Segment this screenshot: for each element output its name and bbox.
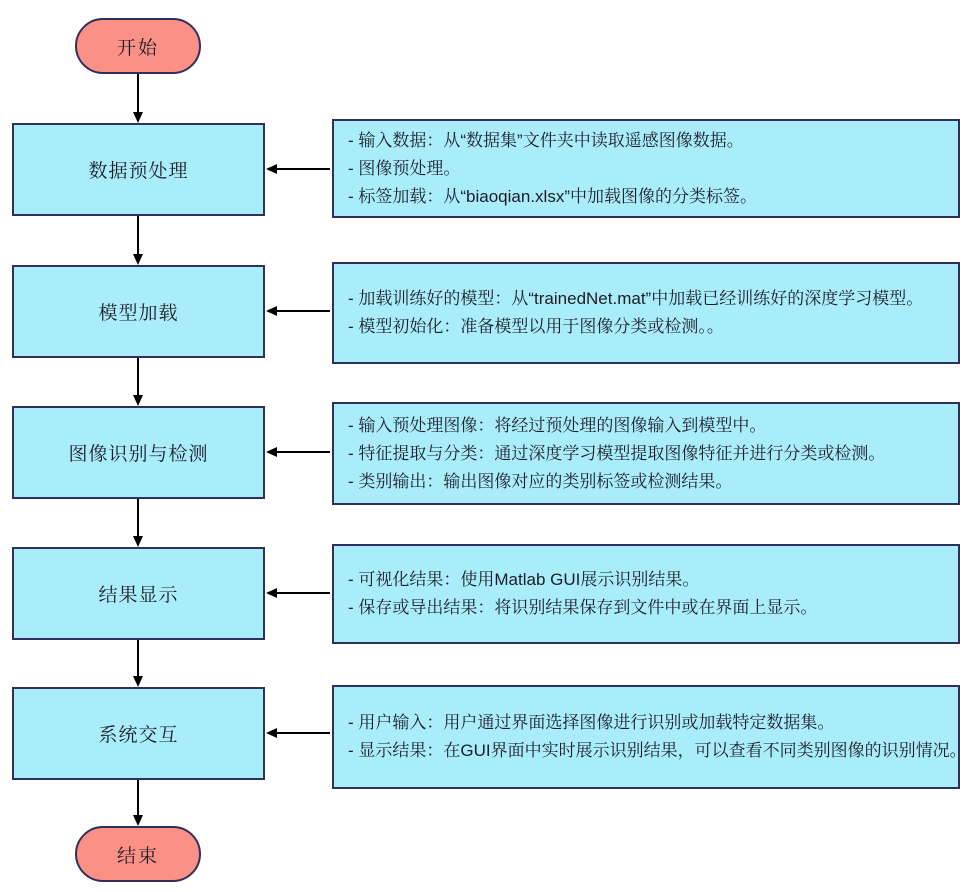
note-line: - 图像预处理。 <box>348 158 461 178</box>
note-line: - 可视化结果：使用Matlab GUI展示识别结果。 <box>348 570 700 589</box>
arrow-step3-to-step4 <box>133 499 143 547</box>
note-line: - 输入数据：从“数据集”文件夹中读取遥感图像数据。 <box>348 130 744 150</box>
note-line: - 显示结果：在GUI界面中实时展示识别结果，可以查看不同类别图像的识别情况。 <box>348 741 967 760</box>
arrow-step1-to-step2 <box>133 216 143 265</box>
process-step1-label: 数据预处理 <box>88 161 189 182</box>
note-line: - 类别输出：输出图像对应的类别标签或检测结果。 <box>348 471 733 491</box>
arrow-note3-to-step3 <box>266 446 330 458</box>
arrow-down-head <box>133 815 143 826</box>
arrow-start-to-step1 <box>133 74 143 123</box>
note-step5 <box>332 685 967 789</box>
note-line: - 输入预处理图像：将经过预处理的图像输入到模型中。 <box>348 415 767 435</box>
arrow-note1-to-step1 <box>266 163 330 175</box>
note-line: - 模型初始化：准备模型以用于图像分类或检测。。 <box>348 317 724 336</box>
process-step1-data-preprocessing <box>12 123 265 216</box>
process-step3-image-recognition <box>12 406 265 499</box>
note-step2 <box>332 262 960 364</box>
arrow-shaft <box>137 358 139 395</box>
arrow-down-head <box>133 536 143 547</box>
arrow-shaft <box>276 732 330 734</box>
arrow-step4-to-step5 <box>133 639 143 687</box>
arrow-down-head <box>133 395 143 406</box>
note-line: - 标签加载：从“biaoqian.xlsx”中加载图像的分类标签。 <box>348 186 757 206</box>
arrow-down-head <box>133 112 143 123</box>
arrow-shaft <box>137 74 139 112</box>
arrow-note2-to-step2 <box>266 305 330 317</box>
arrow-shaft <box>137 780 139 815</box>
arrow-shaft <box>276 310 330 312</box>
note-line: - 用户输入：用户通过界面选择图像进行识别或加载特定数据集。 <box>348 713 835 732</box>
process-step4-result-display <box>12 547 265 640</box>
note-step3 <box>332 402 960 505</box>
note-line: - 特征提取与分类：通过深度学习模型提取图像特征并进行分类或检测。 <box>348 443 886 463</box>
arrow-shaft <box>276 592 330 594</box>
start-node-label: 开始 <box>116 37 159 59</box>
end-node <box>75 826 201 882</box>
note-step1 <box>332 119 960 218</box>
arrow-step2-to-step3 <box>133 358 143 406</box>
process-step2-model-loading <box>12 265 265 358</box>
arrow-note4-to-step4 <box>266 587 330 599</box>
process-step5-system-interaction <box>12 687 265 780</box>
arrow-down-head <box>133 254 143 265</box>
arrow-down-head <box>133 676 143 687</box>
note-step4 <box>332 544 960 644</box>
arrow-note5-to-step5 <box>266 727 330 739</box>
arrow-shaft <box>276 168 330 170</box>
process-step3-label: 图像识别与检测 <box>68 444 209 465</box>
arrow-shaft <box>137 499 139 536</box>
arrow-step5-to-end <box>133 780 143 826</box>
process-step2-label: 模型加载 <box>98 303 179 324</box>
start-node <box>75 18 201 74</box>
note-line: - 加载训练好的模型：从“trainedNet.mat”中加载已经训练好的深度学习模型。 <box>348 289 924 308</box>
arrow-shaft <box>137 639 139 676</box>
note-line: - 保存或导出结果：将识别结果保存到文件中或在界面上显示。 <box>348 598 818 617</box>
end-node-label: 结束 <box>116 845 159 867</box>
arrow-shaft <box>137 216 139 254</box>
arrow-shaft <box>276 451 330 453</box>
process-step5-label: 系统交互 <box>98 725 179 746</box>
process-step4-label: 结果显示 <box>98 585 179 606</box>
